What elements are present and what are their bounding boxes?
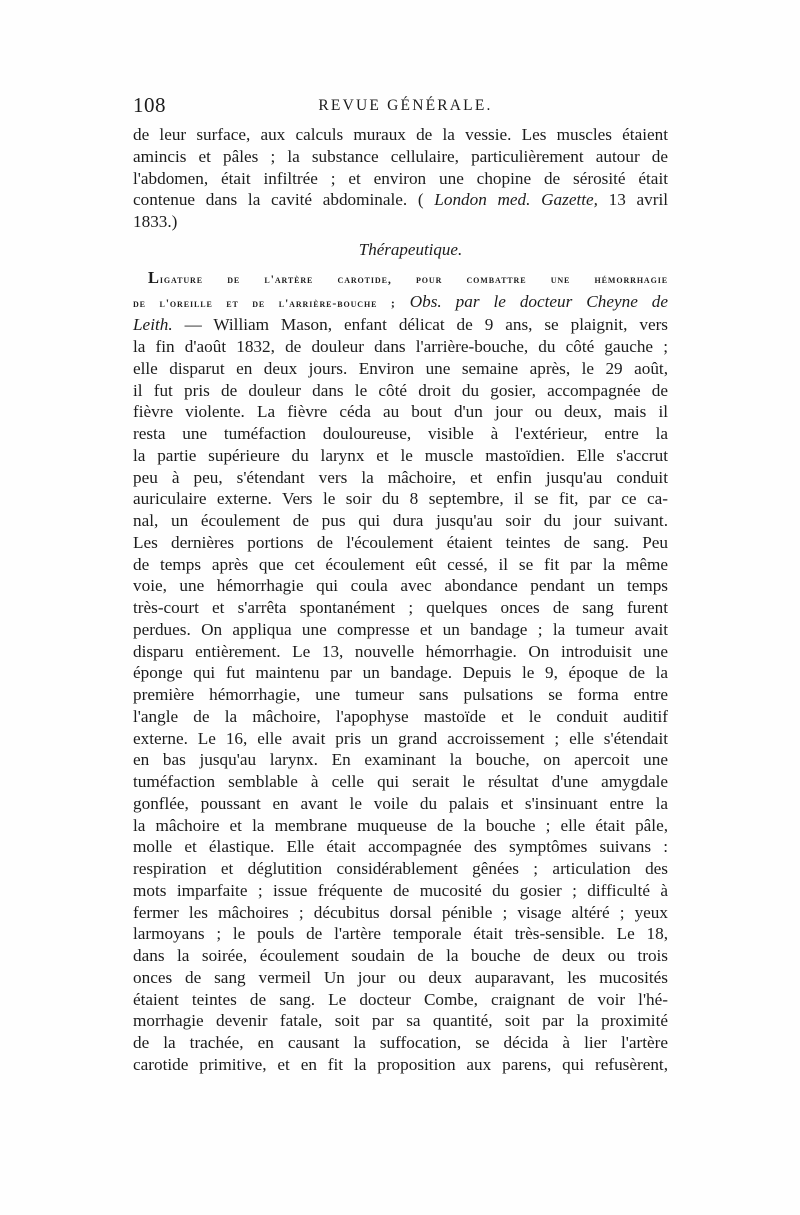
text-line: carotide primitive, et en fit la proposition aux parens, qui refusèrent, <box>133 1054 668 1074</box>
text-line: mots imparfaite ; issue fréquente de mucosité du gosier ; difficulté à <box>133 880 668 900</box>
text-line: la partie supérieure du larynx et le muscle mastoïdien. Elle s'accrut <box>133 445 668 465</box>
article-title-text: de l'oreille et de l'arrière-bouche ; <box>133 295 396 310</box>
text-line: en bas jusqu'au larynx. En examinant la bouche, on apercoit une <box>133 750 668 770</box>
section-title: Thérapeutique. <box>358 239 463 259</box>
text-line: de leur surface, aux calculs muraux de la vessie. Les muscles étaient <box>133 125 668 144</box>
text-line <box>133 189 668 211</box>
text-line: Les dernières portions de l'écoulement étaient teintes de sang. Peu <box>133 532 668 552</box>
text-line: nal, un écoulement de pus qui dura jusqu'au soir du jour suivant. <box>133 511 668 530</box>
text-line: dans la soirée, écoulement soudain de la bouche de deux ou trois <box>133 946 668 965</box>
citation-date: 13 avril <box>597 190 668 210</box>
article-title-line <box>133 291 668 315</box>
text-line: fièvre violente. La fièvre céda au bout d'un jour ou deux, mais il <box>133 402 668 422</box>
text-line: resta une tuméfaction douloureuse, visible à l'extérieur, entre la <box>133 424 668 443</box>
text-line: de temps après que cet écoulement eût cessé, il se fit par la même <box>133 554 668 574</box>
running-title: REVUE GÉNÉRALE. <box>318 97 493 114</box>
text-line: de la trachée, en causant la suffocation, se décida à lier l'artère <box>133 1033 668 1052</box>
text-line: perdues. On appliqua une compresse et un bandage ; la tumeur avait <box>133 619 668 639</box>
text-line: auriculaire externe. Vers le soir du 8 septembre, il se fit, par ce ca- <box>133 489 668 509</box>
article-title-initial: L <box>148 267 160 287</box>
text-line: respiration et déglutition considérablement gênées ; articulation des <box>133 859 668 878</box>
text-line: l'angle de la mâchoire, l'apophyse mastoïde et le conduit auditif <box>133 706 668 726</box>
text-line: morrhagie devenir fatale, soit par sa quantité, soit par la proximité <box>133 1011 668 1031</box>
text-line: très-court et s'arrêta spontanément ; quelques onces de sang furent <box>133 598 668 617</box>
text-line: l'abdomen, était infiltrée ; et environ une chopine de sérosité était <box>133 168 668 188</box>
article-title-text: igature de l'artère carotide, pour combattre une hémorrhagie <box>159 271 668 286</box>
page-header <box>133 93 668 123</box>
article-title-line <box>133 267 668 291</box>
text-line: fermer les mâchoires ; décubitus dorsal pénible ; visage altéré ; yeux <box>133 902 668 922</box>
observation-place: Leith. <box>133 315 173 335</box>
observation-credit: Obs. par le docteur Cheyne de <box>395 291 668 311</box>
journal-citation: London med. Gazette, <box>434 190 598 210</box>
text-line <box>133 314 668 336</box>
text-line: amincis et pâles ; la substance cellulaire, particulièrement autour de <box>133 146 668 166</box>
text-line: première hémorrhagie, une tumeur sans pulsations se forma entre <box>133 685 668 704</box>
text-line: il fut pris de douleur dans le côté droit du gosier, accompagnée de <box>133 380 668 400</box>
text-line: éponge qui fut maintenu par un bandage. Depuis le 9, époque de la <box>133 663 668 683</box>
page-number: 108 <box>133 93 166 117</box>
text-line: molle et élastique. Elle était accompagnée des symptômes suivans : <box>133 837 668 857</box>
text-line: voie, une hémorrhagie qui coula avec abondance pendant un temps <box>133 576 668 596</box>
text-line: larmoyans ; le pouls de l'artère temporale était très-sensible. Le 18, <box>133 924 668 944</box>
text-line: onces de sang vermeil Un jour ou deux auparavant, les mucosités <box>133 967 668 987</box>
text-line: disparu entièrement. Le 13, nouvelle hémorrhagie. On introduisit une <box>133 641 668 661</box>
page-body <box>133 124 668 1076</box>
text-line: étaient teintes de sang. Le docteur Combe, craignant de voir l'hé- <box>133 989 668 1009</box>
text-line: la mâchoire et la membrane muqueuse de la bouche ; elle était pâle, <box>133 815 668 835</box>
text-line: gonflée, poussant en avant le voile du palais et s'insinuant entre la <box>133 793 668 813</box>
text-line: la fin d'août 1832, de douleur dans l'arrière-bouche, du côté gauche ; <box>133 337 668 356</box>
text-line: tuméfaction semblable à celle qui serait le résultat d'une amygdale <box>133 772 668 791</box>
text-line: 1833.) <box>133 212 178 231</box>
text-line: externe. Le 16, elle avait pris un grand accroissement ; elle s'étendait <box>133 728 668 748</box>
text-line: peu à peu, s'étendant vers la mâchoire, et enfin jusqu'au conduit <box>133 467 668 487</box>
text-line: elle disparut en deux jours. Environ une semaine après, le 29 août, <box>133 358 668 378</box>
text-segment: — William Mason, enfant délicat de 9 ans, se plaignit, vers <box>172 315 668 335</box>
text-segment: contenue dans la cavité abdominale. ( <box>133 190 424 210</box>
